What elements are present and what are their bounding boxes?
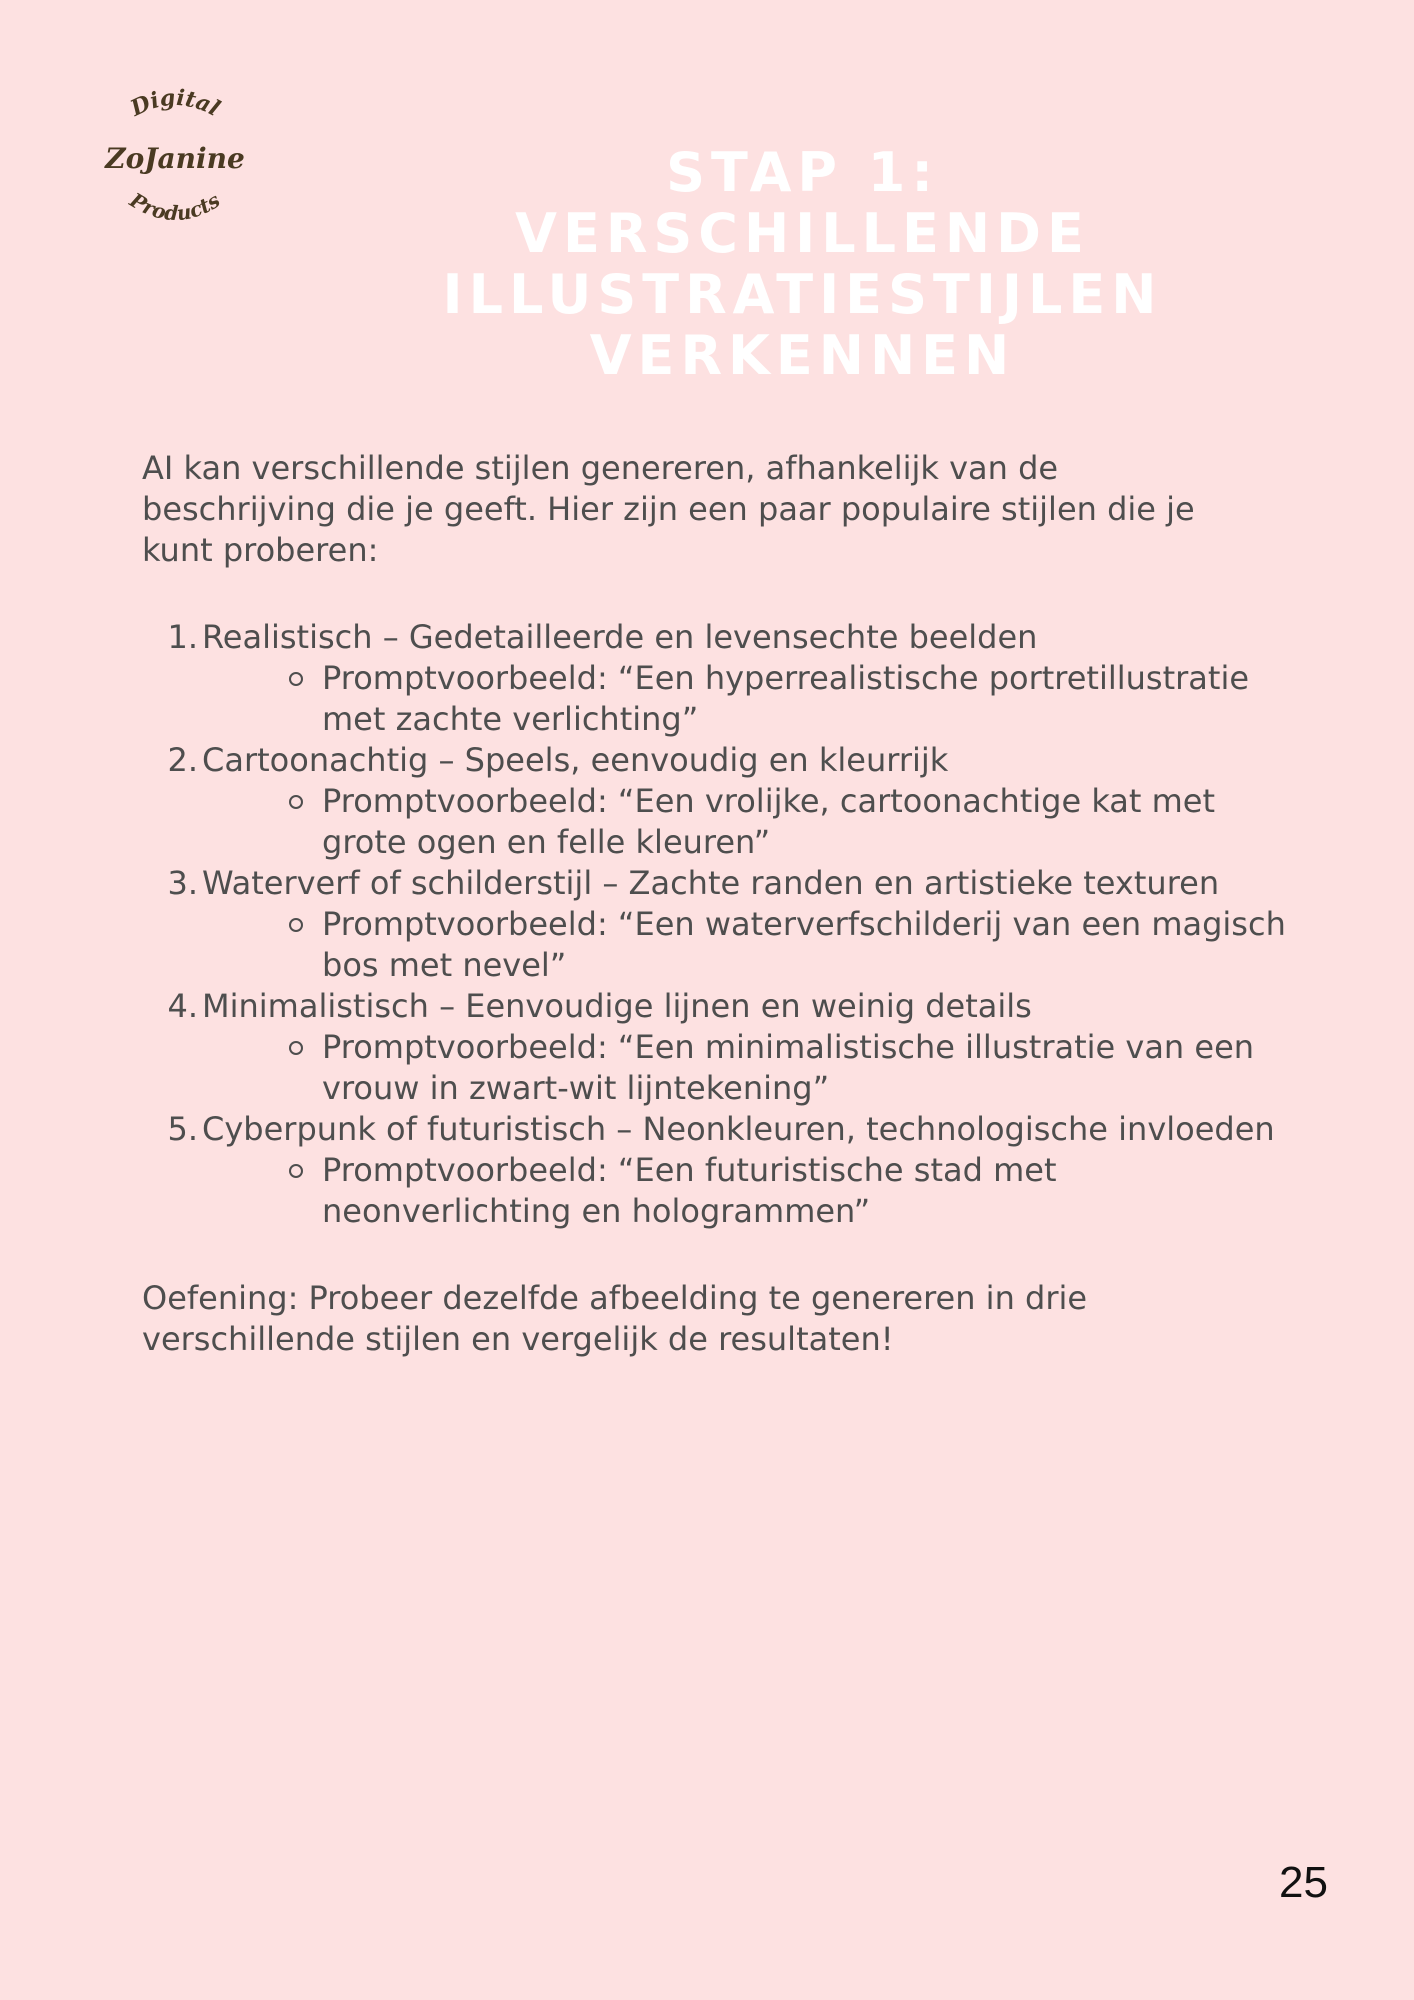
logo-top-word: Digital bbox=[126, 84, 225, 122]
style-number: 5. bbox=[167, 1110, 198, 1148]
intro-paragraph: AI kan verschillende stijlen genereren, afhankelijk van de beschrijving die je geeft. Hier zijn een paar populaire stijlen die je kunt proberen: bbox=[142, 449, 1195, 569]
logo-middle-word: ZoJanine bbox=[105, 142, 245, 175]
page-title bbox=[400, 142, 1205, 386]
style-text: Realistisch – Gedetailleerde en levensechte beelden bbox=[202, 618, 1038, 656]
style-text: Cyberpunk of futuristisch – Neonkleuren, technologische invloeden bbox=[202, 1110, 1275, 1148]
prompt-example: Promptvoorbeeld: “Een hyperrealistische portretillustratie met zachte verlichting” bbox=[202, 658, 1292, 740]
style-item bbox=[142, 986, 1292, 1109]
prompt-example: Promptvoorbeeld: “Een waterverfschilderij van een magisch bos met nevel” bbox=[202, 904, 1292, 986]
style-text: Cartoonachtig – Speels, eenvoudig en kleurrijk bbox=[202, 741, 949, 779]
style-number: 3. bbox=[167, 864, 198, 902]
title-line: VERSCHILLENDE bbox=[515, 202, 1090, 265]
logo-icon bbox=[95, 80, 255, 250]
exercise-paragraph: Oefening: Probeer dezelfde afbeelding te genereren in drie verschillende stijlen en vergelijk de resultaten! bbox=[142, 1279, 1088, 1358]
example-list bbox=[202, 781, 1292, 863]
svg-text:Digital bbox=[126, 85, 224, 122]
title-line: ILLUSTRATIESTIJLEN bbox=[442, 263, 1163, 326]
style-list bbox=[142, 617, 1292, 1232]
example-list bbox=[202, 1150, 1292, 1232]
page-number: 25 bbox=[1279, 1858, 1328, 1907]
style-item bbox=[142, 863, 1292, 986]
title-line: VERKENNEN bbox=[589, 324, 1016, 387]
example-list bbox=[202, 1027, 1292, 1109]
style-item bbox=[142, 617, 1292, 740]
svg-text:Products bbox=[125, 187, 224, 225]
title-line: STAP 1: bbox=[666, 141, 939, 204]
content bbox=[142, 448, 1292, 1360]
example-list bbox=[202, 658, 1292, 740]
style-item bbox=[142, 740, 1292, 863]
example-list bbox=[202, 904, 1292, 986]
style-text: Waterverf of schilderstijl – Zachte randen en artistieke texturen bbox=[202, 864, 1220, 902]
style-text: Minimalistisch – Eenvoudige lijnen en weinig details bbox=[202, 987, 1032, 1025]
prompt-example: Promptvoorbeeld: “Een futuristische stad met neonverlichting en hologrammen” bbox=[202, 1150, 1292, 1232]
prompt-example: Promptvoorbeeld: “Een vrolijke, cartoonachtige kat met grote ogen en felle kleuren” bbox=[202, 781, 1292, 863]
prompt-example: Promptvoorbeeld: “Een minimalistische illustratie van een vrouw in zwart-wit lijntekening” bbox=[202, 1027, 1292, 1109]
style-number: 1. bbox=[167, 618, 198, 656]
logo-bottom-word: Products bbox=[125, 187, 225, 226]
style-number: 2. bbox=[167, 741, 198, 779]
style-number: 4. bbox=[167, 987, 198, 1025]
brand-logo bbox=[95, 80, 255, 250]
style-item bbox=[142, 1109, 1292, 1232]
